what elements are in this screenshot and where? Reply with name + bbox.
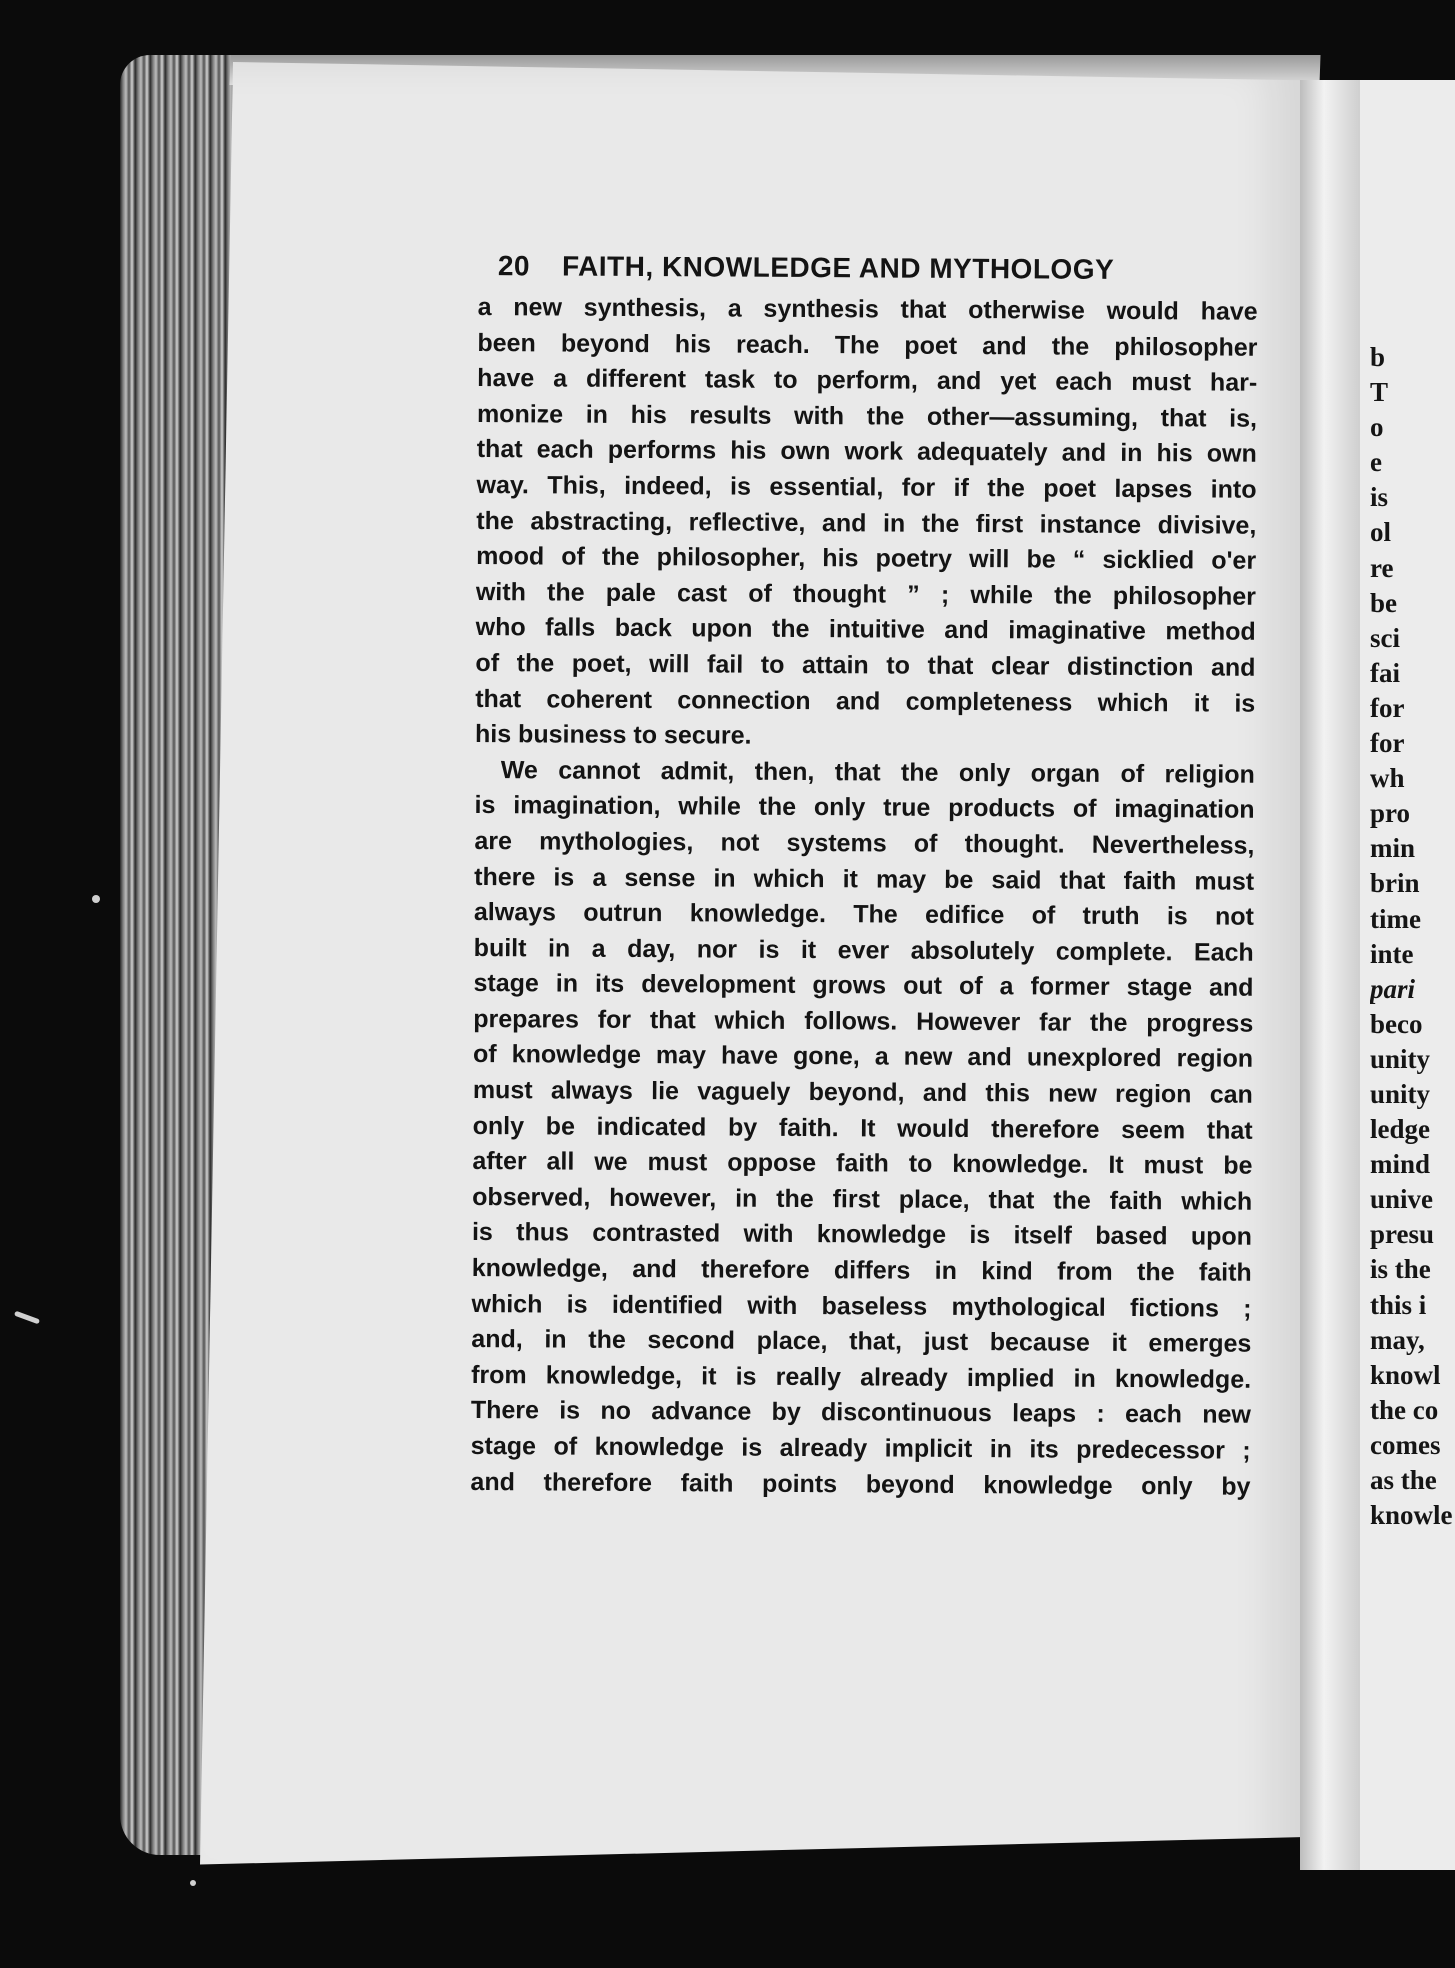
text-line: There is no advance by discontinuous leaps : each new	[470, 1396, 1251, 1430]
text-line: knowledge, and therefore differs in kind from the faith	[471, 1254, 1252, 1287]
facing-page-fragment: as the	[1370, 1465, 1437, 1495]
text-line: built in a day, nor is it ever absolutely complete. Each	[473, 933, 1254, 967]
facing-page-fragment: presu	[1370, 1219, 1435, 1250]
facing-page-fragment: o	[1370, 412, 1384, 443]
text-line: and, in the second place, that, just because it emerges	[471, 1325, 1252, 1358]
text-line: only be indicated by faith. It would therefore seem that	[472, 1111, 1253, 1145]
text-line: is thus contrasted with knowledge is itself based upon	[471, 1218, 1253, 1252]
facing-page-fragment: unive	[1370, 1184, 1434, 1215]
facing-page-fragment: ledge	[1370, 1114, 1430, 1145]
facing-page-fragment: unity	[1370, 1043, 1431, 1074]
facing-page-fragment: knowle	[1370, 1500, 1453, 1531]
text-line: mood of the philosopher, his poetry will be “ sicklied o'er	[476, 542, 1257, 575]
facing-page-fragment: comes	[1370, 1429, 1441, 1460]
page-number: 20	[497, 250, 531, 282]
text-line: observed, however, in the first place, that the faith which	[472, 1182, 1253, 1216]
text-line: a new synthesis, a synthesis that otherwise would have	[477, 292, 1258, 326]
text-line: his business to secure.	[474, 720, 752, 750]
text-line: of the poet, will fail to attain to that clear distinction and	[475, 648, 1256, 682]
dust-speck	[190, 1880, 196, 1886]
text-line: way. This, indeed, is essential, for if the poet lapses into	[476, 470, 1257, 504]
text-line: have a different task to perform, and yet each must har-	[477, 364, 1258, 397]
facing-page-fragment: be	[1370, 587, 1397, 618]
text-line: the abstracting, reflective, and in the first instance divisive,	[476, 506, 1257, 540]
text-line: of knowledge may have gone, a new and unexplored region	[473, 1040, 1254, 1074]
body-text	[470, 290, 1257, 1505]
page-text-block	[470, 250, 1258, 1505]
text-line: that each performs his own work adequately and in his own	[476, 435, 1257, 469]
text-line: must always lie vaguely beyond, and this new region can	[472, 1076, 1253, 1109]
facing-page-fragment: beco	[1370, 1008, 1423, 1039]
text-line: always outrun knowledge. The edifice of truth is not	[473, 898, 1255, 931]
facing-page-fragment: for	[1370, 692, 1405, 723]
facing-page-fragment: is the	[1370, 1254, 1431, 1285]
facing-page-fragment: knowl	[1370, 1359, 1441, 1390]
text-line: is imagination, while the only true products of imagination	[474, 791, 1255, 825]
facing-page-fragment: re	[1370, 552, 1394, 583]
facing-page-fragment: may,	[1370, 1324, 1425, 1355]
text-line: We cannot admit, then, that the only organ of religion	[500, 755, 1255, 789]
facing-page-fragment: fai	[1370, 657, 1400, 688]
facing-page-fragment: pro	[1370, 798, 1411, 829]
facing-page-fragment: b	[1370, 342, 1386, 372]
text-line: who falls back upon the intuitive and imaginative method	[475, 613, 1256, 647]
text-line: after all we must oppose faith to knowledge. It must be	[472, 1147, 1253, 1180]
text-line: prepares for that which follows. However far the progress	[473, 1004, 1254, 1038]
facing-page-fragment: this i	[1370, 1289, 1427, 1320]
dust-speck	[92, 895, 100, 903]
facing-page-fragment: mind	[1370, 1149, 1431, 1180]
facing-page-fragment: brin	[1370, 868, 1420, 899]
facing-page-fragment: wh	[1370, 763, 1405, 794]
facing-page-fragment: unity	[1370, 1078, 1431, 1109]
text-line: are mythologies, not systems of thought. Nevertheless,	[474, 826, 1255, 860]
facing-page-fragment: for	[1370, 728, 1405, 759]
facing-page-fragment: ol	[1370, 517, 1392, 548]
text-line: with the pale cast of thought ” ; while the philosopher	[475, 577, 1256, 611]
text-line: been beyond his reach. The poet and the philosopher	[477, 328, 1258, 362]
facing-page-fragment: e	[1370, 447, 1382, 478]
facing-page-fragment: time	[1370, 903, 1421, 934]
dust-speck	[14, 1311, 40, 1325]
facing-page-fragment: inte	[1370, 938, 1414, 969]
facing-page-fragment: min	[1370, 833, 1416, 864]
facing-page-fragment: the co	[1370, 1394, 1439, 1425]
text-line: stage in its development grows out of a former stage and	[473, 969, 1254, 1003]
running-head	[498, 250, 1258, 287]
text-line: there is a sense in which it may be said that faith must	[474, 862, 1255, 896]
facing-page-fragment: pari	[1370, 973, 1416, 1004]
book-gutter	[1300, 80, 1360, 1870]
text-line: which is identified with baseless mythological fictions ;	[471, 1289, 1252, 1323]
text-line: from knowledge, it is really already implied in knowledge.	[471, 1360, 1252, 1394]
facing-page-fragment: T	[1370, 377, 1389, 408]
facing-page-text-fragments	[1370, 340, 1455, 1533]
facing-page-fragment: is	[1370, 482, 1389, 513]
text-line: monize in his results with the other—assuming, that is,	[476, 399, 1258, 433]
text-line: that coherent connection and completeness which it is	[475, 684, 1256, 718]
text-line: stage of knowledge is already implicit in its predecessor ;	[470, 1431, 1251, 1465]
text-line: and therefore faith points beyond knowledge only by	[470, 1467, 1251, 1501]
running-head-title: FAITH, KNOWLEDGE AND MYTHOLOGY	[561, 250, 1115, 285]
facing-page-fragment: sci	[1370, 622, 1400, 653]
